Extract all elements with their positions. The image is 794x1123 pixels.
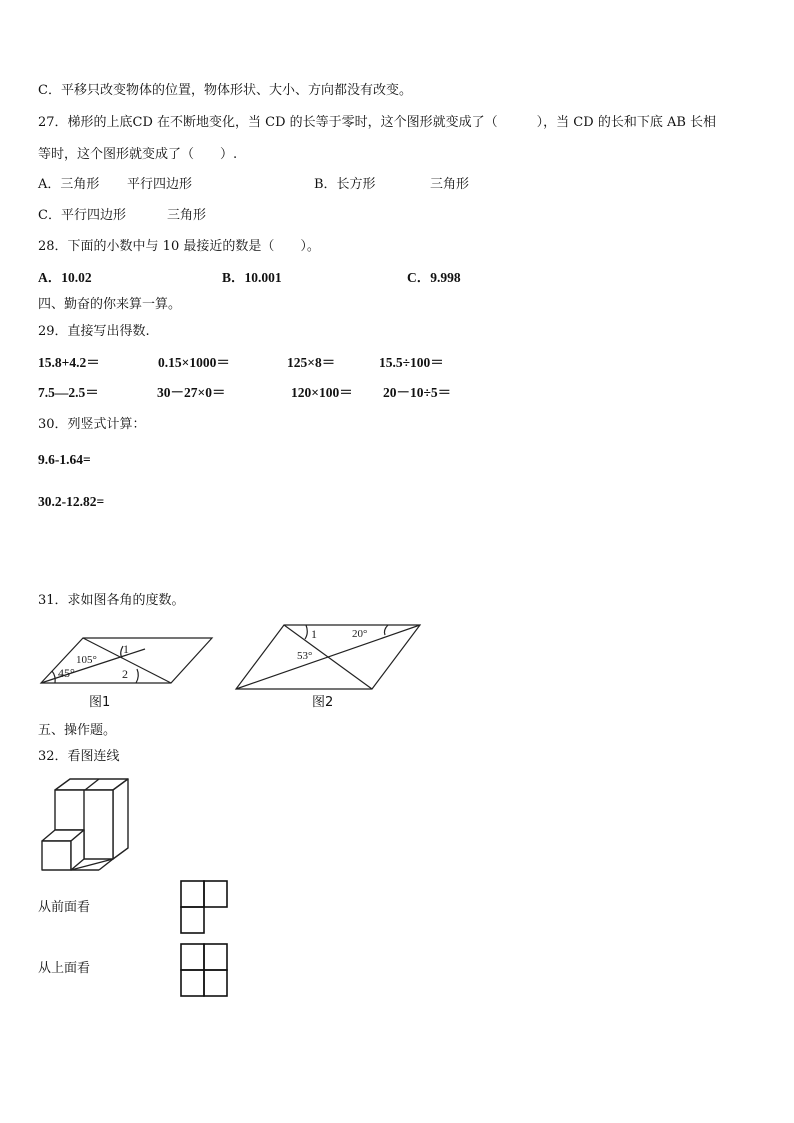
section5-title: 五、操作题。 bbox=[38, 723, 117, 738]
fig1-mark-1: 1 bbox=[123, 642, 129, 656]
q27-option-b-value: 三角形 bbox=[430, 177, 470, 192]
fig1-angle-45: 45° bbox=[58, 666, 75, 680]
q31-fig1-caption: 图1 bbox=[89, 695, 111, 710]
q28-option-c: C．9.998 bbox=[407, 270, 461, 285]
q27-option-a-value: 平行四边形 bbox=[127, 177, 193, 192]
q30-expr1: 9.6-1.64= bbox=[38, 452, 91, 467]
q29-r1-c3: 125×8＝ bbox=[287, 355, 336, 370]
q31-stem: 31．求如图各角的度数。 bbox=[38, 593, 185, 608]
q27-option-c-value: 三角形 bbox=[167, 208, 207, 223]
q29-r2-c4: 20－10÷5＝ bbox=[383, 385, 452, 400]
q29-r2-c2: 30－27×0＝ bbox=[157, 385, 226, 400]
q29-stem: 29．直接写出得数. bbox=[38, 324, 150, 339]
q29-r1-c1: 15.8+4.2＝ bbox=[38, 355, 100, 370]
q30-stem: 30．列竖式计算： bbox=[38, 417, 146, 432]
q27-stem-line2: 等时，这个图形就变成了（ ）. bbox=[38, 147, 238, 162]
q29-r1-c2: 0.15×1000＝ bbox=[158, 355, 230, 370]
q32-stem: 32．看图连线 bbox=[38, 749, 120, 764]
fig2-mark-1: 1 bbox=[311, 627, 317, 641]
q32-top-view bbox=[180, 943, 232, 999]
q32-top-label: 从上面看 bbox=[38, 961, 91, 976]
q32-front-label: 从前面看 bbox=[38, 900, 91, 915]
q29-r2-c3: 120×100＝ bbox=[291, 385, 353, 400]
fig1-mark-2: 2 bbox=[122, 667, 128, 681]
q31-fig2-caption: 图2 bbox=[312, 695, 334, 710]
q30-expr2: 30.2-12.82= bbox=[38, 494, 105, 509]
q32-front-view bbox=[180, 880, 232, 936]
q26-option-c: C．平移只改变物体的位置，物体形状、大小、方向都没有改变。 bbox=[38, 83, 412, 98]
fig2-angle-20: 20° bbox=[352, 628, 368, 640]
fig1-angle-105: 105° bbox=[76, 654, 97, 666]
q27-option-a-label: A．三角形 bbox=[38, 177, 100, 192]
q32-cube-stack bbox=[38, 776, 130, 874]
q27-stem-line1: 27．梯形的上底CD 在不断地变化，当 CD 的长等于零时，这个图形就变成了（ ），当 CD 的长和下底 AB 长相 bbox=[38, 115, 717, 130]
q28-option-b: B．10.001 bbox=[222, 270, 282, 285]
q31-figure1 bbox=[37, 634, 217, 698]
fig2-angle-53: 53° bbox=[297, 650, 313, 662]
q29-r1-c4: 15.5÷100＝ bbox=[379, 355, 444, 370]
q28-option-a: A．10.02 bbox=[38, 270, 92, 285]
q28-stem: 28．下面的小数中与 10 最接近的数是（ ）。 bbox=[38, 239, 320, 254]
q27-option-b-label: B．长方形 bbox=[314, 177, 376, 192]
q31-figure2 bbox=[232, 622, 424, 694]
q27-option-c-label: C．平行四边形 bbox=[38, 208, 126, 223]
q29-r2-c1: 7.5—2.5＝ bbox=[38, 385, 99, 400]
section4-title: 四、勤奋的你来算一算。 bbox=[38, 297, 182, 312]
